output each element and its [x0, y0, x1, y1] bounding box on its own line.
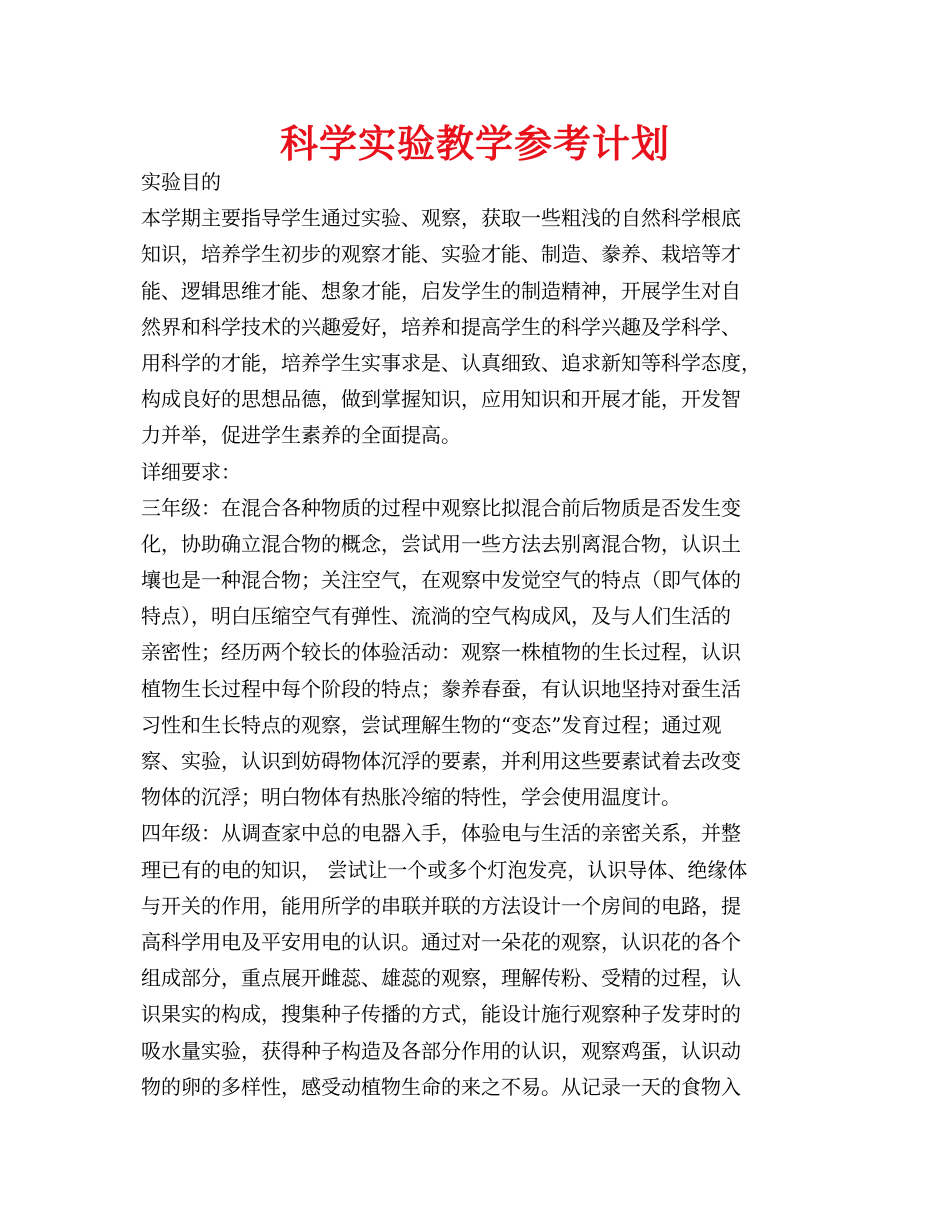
document-body: [141, 164, 821, 1105]
paragraph-line: 特点），明白压缩空气有弹性、流淌的空气构成风，及与人们生活的: [141, 604, 731, 629]
document-title: 科学实验教学参考计划: [279, 122, 670, 166]
paragraph-line: 习性和生长特点的观察，尝试理解生物的“变态”发育过程；通过观: [141, 712, 722, 737]
paragraph-line: 然界和科学技术的兴趣爱好，培养和提高学生的科学兴趣及学科学、: [141, 314, 741, 339]
section-heading-purpose: 实验目的: [141, 170, 221, 194]
paragraph-line: 本学期主要指导学生通过实验、观察，获取一些粗浅的自然科学根底: [141, 206, 741, 231]
paragraph-line: 吸水量实验，获得种子构造及各部分作用的认识，观察鸡蛋，认识动: [141, 1038, 741, 1063]
paragraph-line: 用科学的才能，培养学生实事求是、认真细致、追求新知等科学态度，: [141, 350, 761, 375]
paragraph-line: 亲密性；经历两个较长的体验活动：观察一株植物的生长过程，认识: [141, 640, 741, 665]
paragraph-line: 察、实验，认识到妨碍物体沉浮的要素，并利用这些要素试着去改变: [141, 749, 741, 773]
paragraph-line: 物的卵的多样性，感受动植物生命的来之不易。从记录一天的食物入: [141, 1074, 741, 1099]
paragraph-line: 高科学用电及平安用电的认识。通过对一朵花的观察，认识花的各个: [141, 929, 741, 954]
paragraph-line: 能、逻辑思维才能、想象才能，启发学生的制造精神，开展学生对自: [141, 278, 741, 303]
paragraph-line: 力并举，促进学生素养的全面提高。: [141, 423, 461, 448]
paragraph-line: 四年级：从调查家中总的电器入手，体验电与生活的亲密关系，并整: [141, 821, 741, 846]
paragraph-line: 组成部分，重点展开雌蕊、雄蕊的观察，理解传粉、受精的过程，认: [141, 966, 741, 991]
paragraph-line: 与开关的作用，能用所学的串联并联的方法设计一个房间的电路，提: [141, 893, 741, 918]
paragraph-line: 化，协助确立混合物的概念，尝试用一些方法去别离混合物，认识土: [141, 531, 741, 556]
paragraph-line: 壤也是一种混合物；关注空气，在观察中发觉空气的特点（即气体的: [141, 568, 741, 593]
section-heading-requirements: 详细要求：: [141, 459, 241, 484]
paragraph-line: 植物生长过程中每个阶段的特点；豢养春蚕，有认识地坚持对蚕生活: [141, 676, 741, 701]
paragraph-line: 识果实的构成，搜集种子传播的方式，能设计施行观察种子发芽时的: [141, 1002, 741, 1027]
paragraph-line: 理已有的电的知识， 尝试让一个或多个灯泡发亮，认识导体、绝缘体: [141, 857, 748, 882]
paragraph-line: 物体的沉浮；明白物体有热胀冷缩的特性，学会使用温度计。: [141, 785, 681, 810]
paragraph-line: 三年级：在混合各种物质的过程中观察比拟混合前后物质是否发生变: [141, 495, 741, 520]
paragraph-line: 知识，培养学生初步的观察才能、实验才能、制造、豢养、栽培等才: [141, 242, 741, 267]
paragraph-line: 构成良好的思想品德，做到掌握知识，应用知识和开展才能，开发智: [141, 387, 741, 412]
